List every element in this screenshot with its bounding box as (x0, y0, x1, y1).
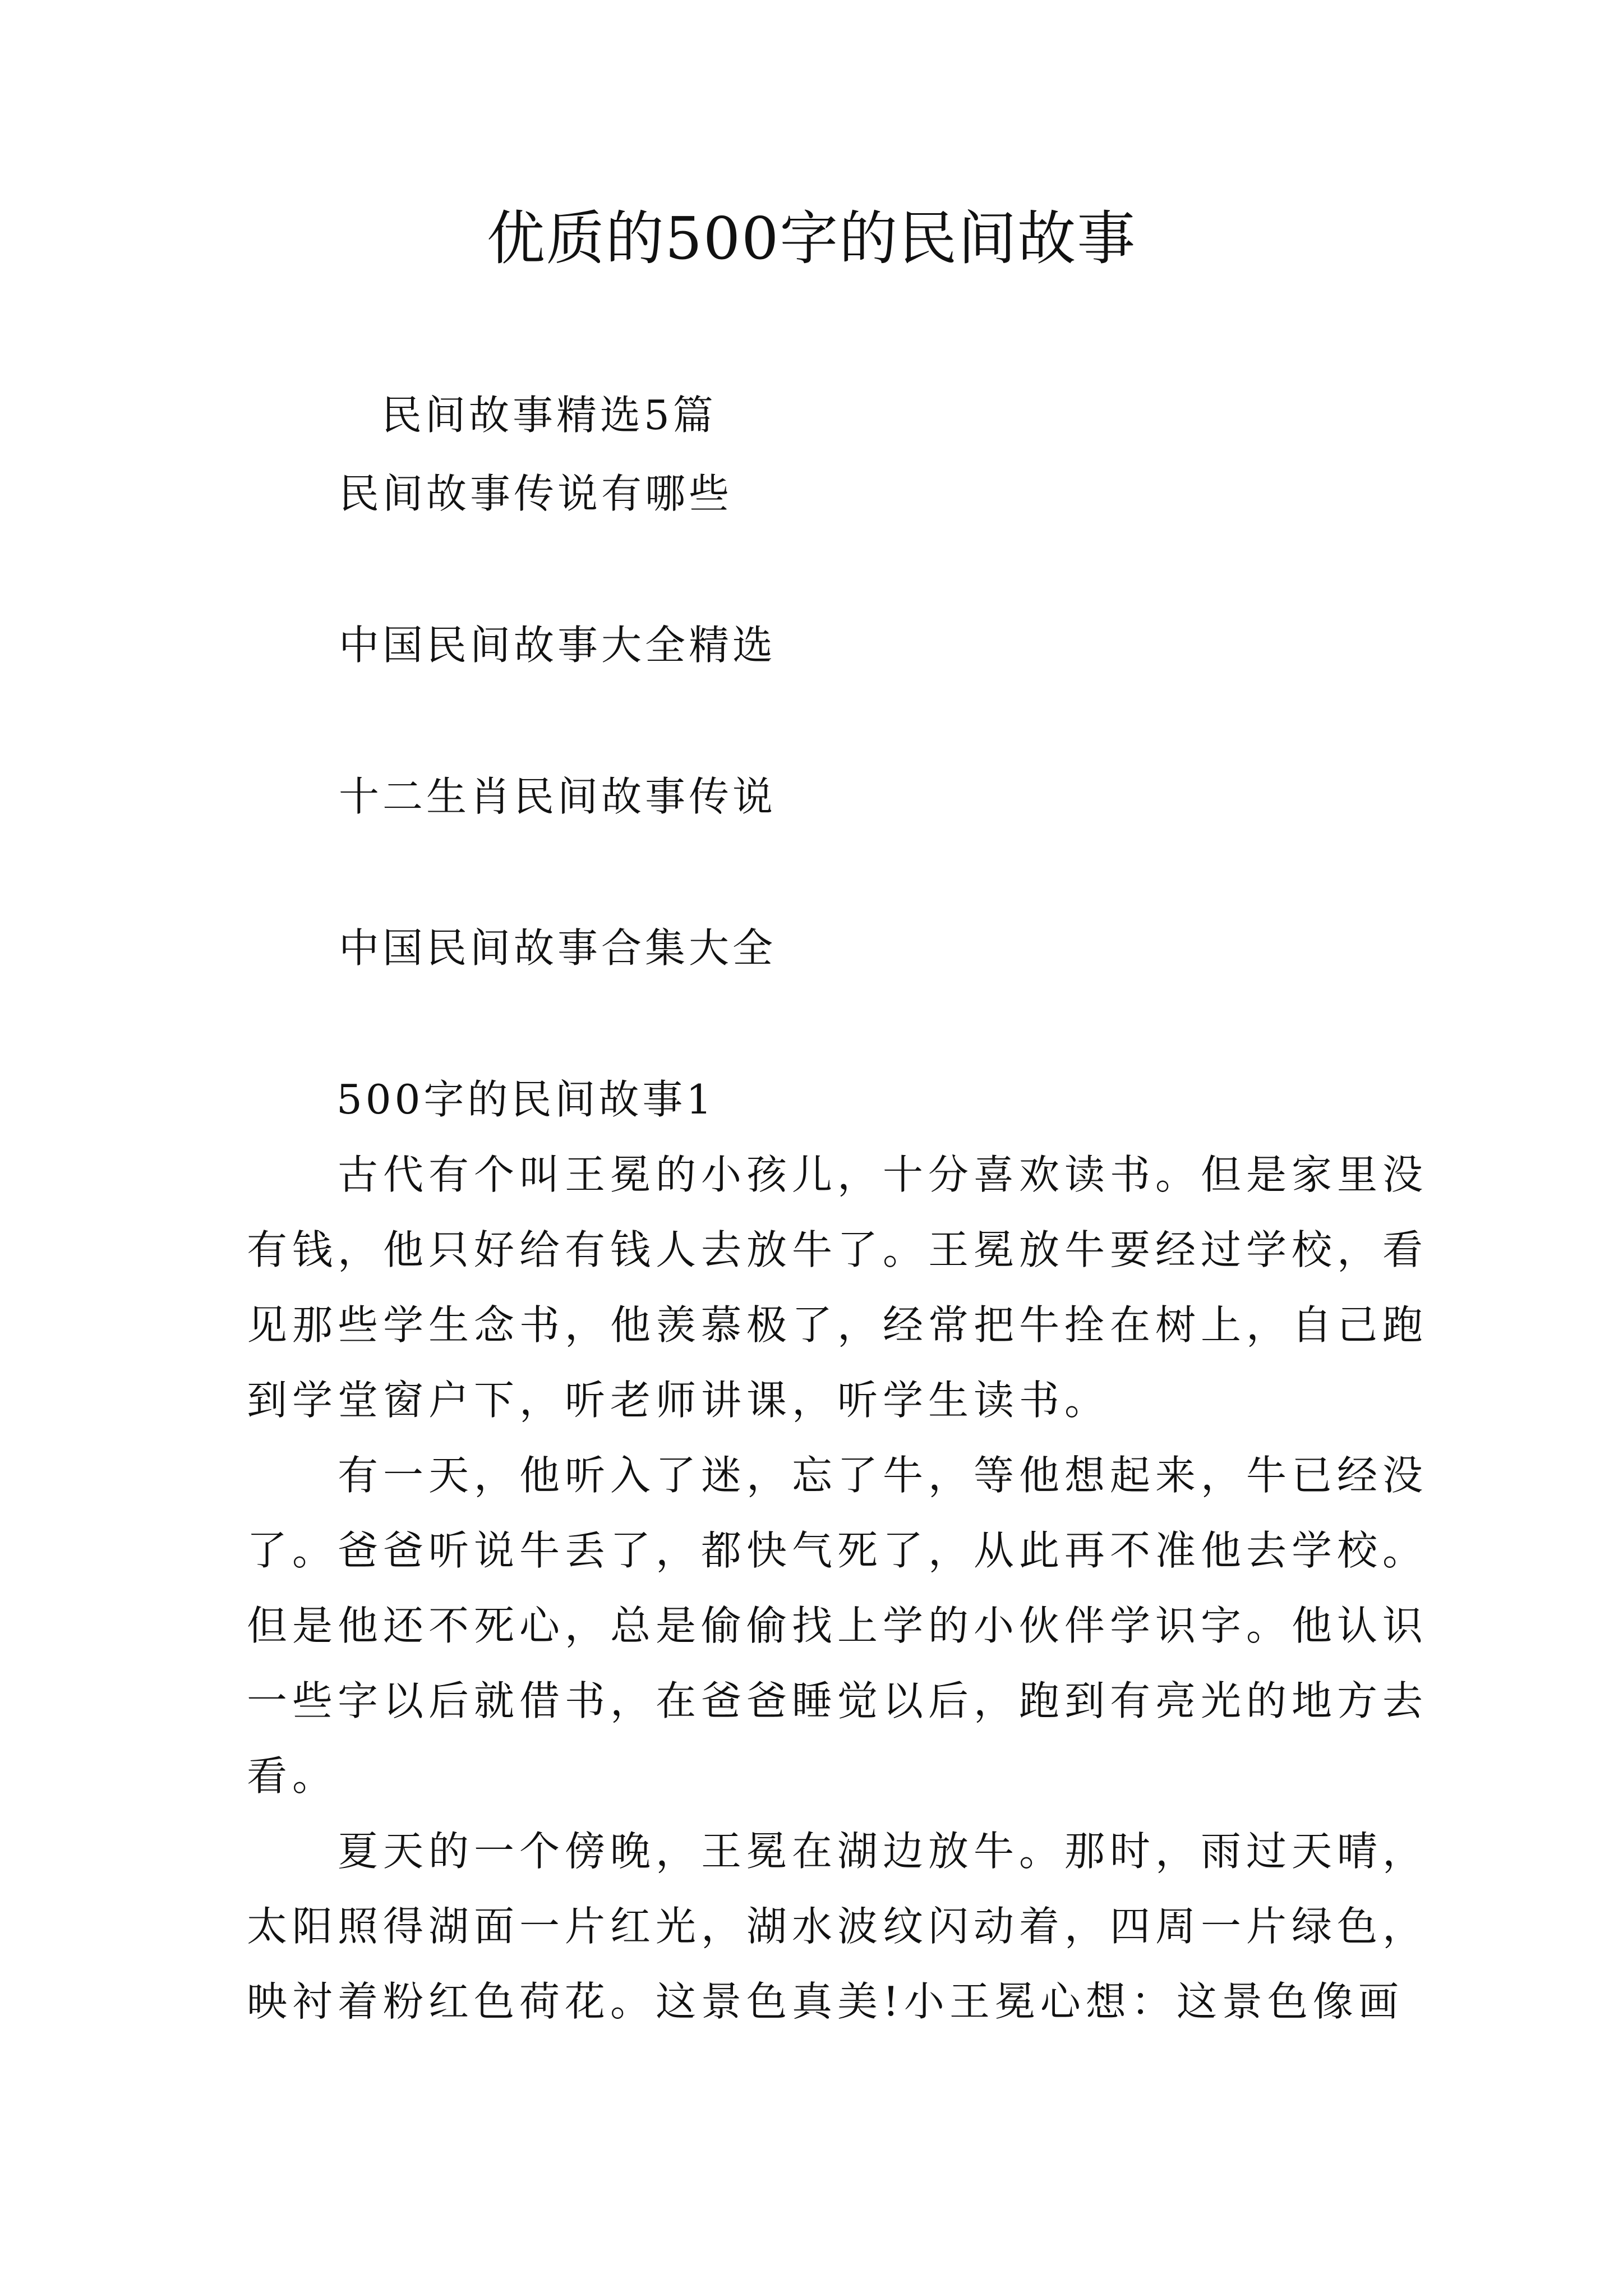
section-heading: 500字的民间故事1 (336, 1076, 716, 1123)
body-line: 看。 (247, 1752, 338, 1800)
body-line: 夏天的一个傍晚，王冕在湖边放牛。那时，雨过天晴， (247, 1828, 1428, 1875)
related-link-5[interactable]: 中国民间故事合集大全 (339, 924, 777, 972)
related-link-4[interactable]: 十二生肖民间故事传说 (339, 773, 777, 820)
related-link-3[interactable]: 中国民间故事大全精选 (339, 622, 777, 669)
document-title: 优质的500字的民间故事 (486, 204, 1137, 273)
body-line: 映衬着粉红色荷花。这景色真美!小王冕心想：这景色像画 (247, 1978, 1404, 2025)
related-link-1[interactable]: 民间故事精选5篇 (381, 392, 717, 439)
body-line: 有钱，他只好给有钱人去放牛了。王冕放牛要经过学校，看 (247, 1226, 1428, 1273)
body-line: 古代有个叫王冕的小孩儿，十分喜欢读书。但是家里没 (247, 1151, 1428, 1198)
body-line: 太阳照得湖面一片红光，湖水波纹闪动着，四周一片绿色， (247, 1903, 1428, 1950)
body-line: 见那些学生念书，他羡慕极了，经常把牛拴在树上，自己跑 (247, 1301, 1428, 1349)
body-line: 了。爸爸听说牛丢了，都快气死了，从此再不准他去学校。 (247, 1527, 1428, 1574)
body-line: 但是他还不死心，总是偷偷找上学的小伙伴学识字。他认识 (247, 1602, 1428, 1649)
body-line: 一些字以后就借书，在爸爸睡觉以后，跑到有亮光的地方去 (247, 1677, 1428, 1724)
body-line: 有一天，他听入了迷，忘了牛，等他想起来，牛已经没 (247, 1452, 1428, 1499)
body-line: 到学堂窗户下，听老师讲课，听学生读书。 (247, 1377, 1110, 1424)
related-link-2[interactable]: 民间故事传说有哪些 (339, 470, 733, 517)
